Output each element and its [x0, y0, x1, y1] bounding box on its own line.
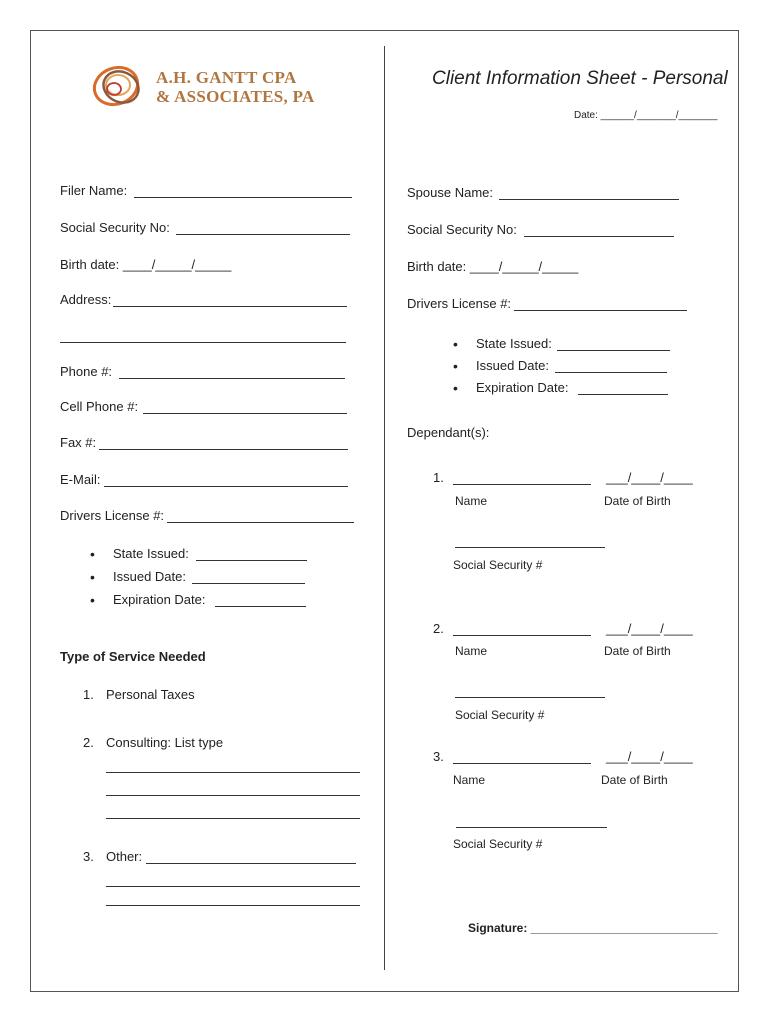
spouse-birth-date-field[interactable]: Birth date: ____/_____/_____ [407, 259, 579, 274]
right-state-issued-label: State Issued: [476, 336, 552, 351]
dependant-name-caption: Name [455, 644, 488, 658]
spouse-name-field[interactable] [499, 199, 679, 200]
bullet-icon: • [453, 336, 458, 352]
service-heading: Type of Service Needed [60, 649, 206, 664]
address-label: Address: [60, 292, 112, 307]
right-expiration-date-label: Expiration Date: [476, 380, 569, 395]
left-expiration-date-field[interactable] [215, 606, 306, 607]
dependant-1-name-field[interactable] [453, 484, 591, 485]
left-state-issued-field[interactable] [196, 560, 307, 561]
dependant-dob-caption: Date of Birth [601, 773, 668, 787]
signature-field[interactable]: Signature: ____________________________ [468, 921, 718, 935]
ssn-label: Social Security No: [60, 220, 170, 235]
bullet-icon: • [453, 358, 458, 374]
spouse-ssn-field[interactable] [524, 236, 674, 237]
dependant-3-ssn-field[interactable] [456, 827, 607, 828]
bullet-icon: • [90, 592, 95, 608]
dependant-number: 1. [433, 470, 444, 485]
logo-rings-icon [88, 60, 150, 112]
dependant-2-name-field[interactable] [453, 635, 591, 636]
dependant-name-caption: Name [453, 773, 486, 787]
fax-field[interactable] [99, 449, 348, 450]
service-number: 3. [83, 849, 94, 864]
dependant-2-dob-field[interactable]: ___/____/____ [606, 621, 693, 636]
dependant-3-name-field[interactable] [453, 763, 591, 764]
form-title: Client Information Sheet - Personal [432, 68, 728, 89]
right-issued-date-label: Issued Date: [476, 358, 549, 373]
bullet-icon: • [90, 569, 95, 585]
dependants-label: Dependant(s): [407, 425, 490, 440]
logo-line-1: A.H. GANTT CPA [156, 68, 297, 87]
consulting-line-2[interactable] [106, 795, 360, 796]
dependant-dob-caption: Date of Birth [604, 644, 671, 658]
address-field-2[interactable] [60, 342, 346, 343]
other-line-3[interactable] [106, 905, 360, 906]
logo-line-2: & ASSOCIATES, PA [156, 87, 315, 106]
dependant-ssn-caption: Social Security # [455, 708, 545, 722]
consulting-line-1[interactable] [106, 772, 360, 773]
drivers-license-field[interactable] [167, 522, 354, 523]
other-line-2[interactable] [106, 886, 360, 887]
other-line-1[interactable] [146, 863, 356, 864]
dependant-1-dob-field[interactable]: ___/____/____ [606, 470, 693, 485]
filer-name-label: Filer Name: [60, 183, 128, 198]
fax-label: Fax #: [60, 435, 97, 450]
spouse-ssn-label: Social Security No: [407, 222, 517, 237]
dependant-2-ssn-field[interactable] [455, 697, 605, 698]
dependant-dob-caption: Date of Birth [604, 494, 671, 508]
left-expiration-date-label: Expiration Date: [113, 592, 206, 607]
left-issued-date-label: Issued Date: [113, 569, 186, 584]
consulting-line-3[interactable] [106, 818, 360, 819]
service-number: 2. [83, 735, 94, 750]
cell-phone-label: Cell Phone #: [60, 399, 139, 414]
column-divider [384, 46, 385, 970]
right-expiration-date-field[interactable] [578, 394, 668, 395]
bullet-icon: • [90, 546, 95, 562]
drivers-license-label: Drivers License #: [60, 508, 165, 523]
phone-label: Phone #: [60, 364, 113, 379]
dependant-name-caption: Name [455, 494, 488, 508]
filer-name-field[interactable] [134, 197, 352, 198]
right-state-issued-field[interactable] [557, 350, 670, 351]
left-issued-date-field[interactable] [192, 583, 305, 584]
birth-date-field[interactable]: Birth date: ____/_____/_____ [60, 257, 232, 272]
spouse-name-label: Spouse Name: [407, 185, 493, 200]
left-state-issued-label: State Issued: [113, 546, 189, 561]
cell-phone-field[interactable] [143, 413, 347, 414]
service-number: 1. [83, 687, 94, 702]
service-other: Other: [106, 849, 143, 864]
ssn-field[interactable] [176, 234, 350, 235]
spouse-drivers-license-field[interactable] [514, 310, 687, 311]
dependant-1-ssn-field[interactable] [455, 547, 605, 548]
email-field[interactable] [104, 486, 348, 487]
address-field-1[interactable] [113, 306, 347, 307]
dependant-3-dob-field[interactable]: ___/____/____ [606, 749, 693, 764]
dependant-number: 3. [433, 749, 444, 764]
service-consulting: Consulting: List type [106, 735, 224, 750]
service-personal-taxes: Personal Taxes [106, 687, 195, 702]
company-logo-text [156, 68, 315, 106]
spouse-drivers-license-label: Drivers License #: [407, 296, 512, 311]
right-issued-date-field[interactable] [555, 372, 667, 373]
dependant-ssn-caption: Social Security # [453, 837, 543, 851]
phone-field[interactable] [119, 378, 345, 379]
bullet-icon: • [453, 380, 458, 396]
date-field[interactable]: Date: ______/_______/_______ [574, 110, 718, 121]
dependant-ssn-caption: Social Security # [453, 558, 543, 572]
email-label: E-Mail: [60, 472, 101, 487]
dependant-number: 2. [433, 621, 444, 636]
